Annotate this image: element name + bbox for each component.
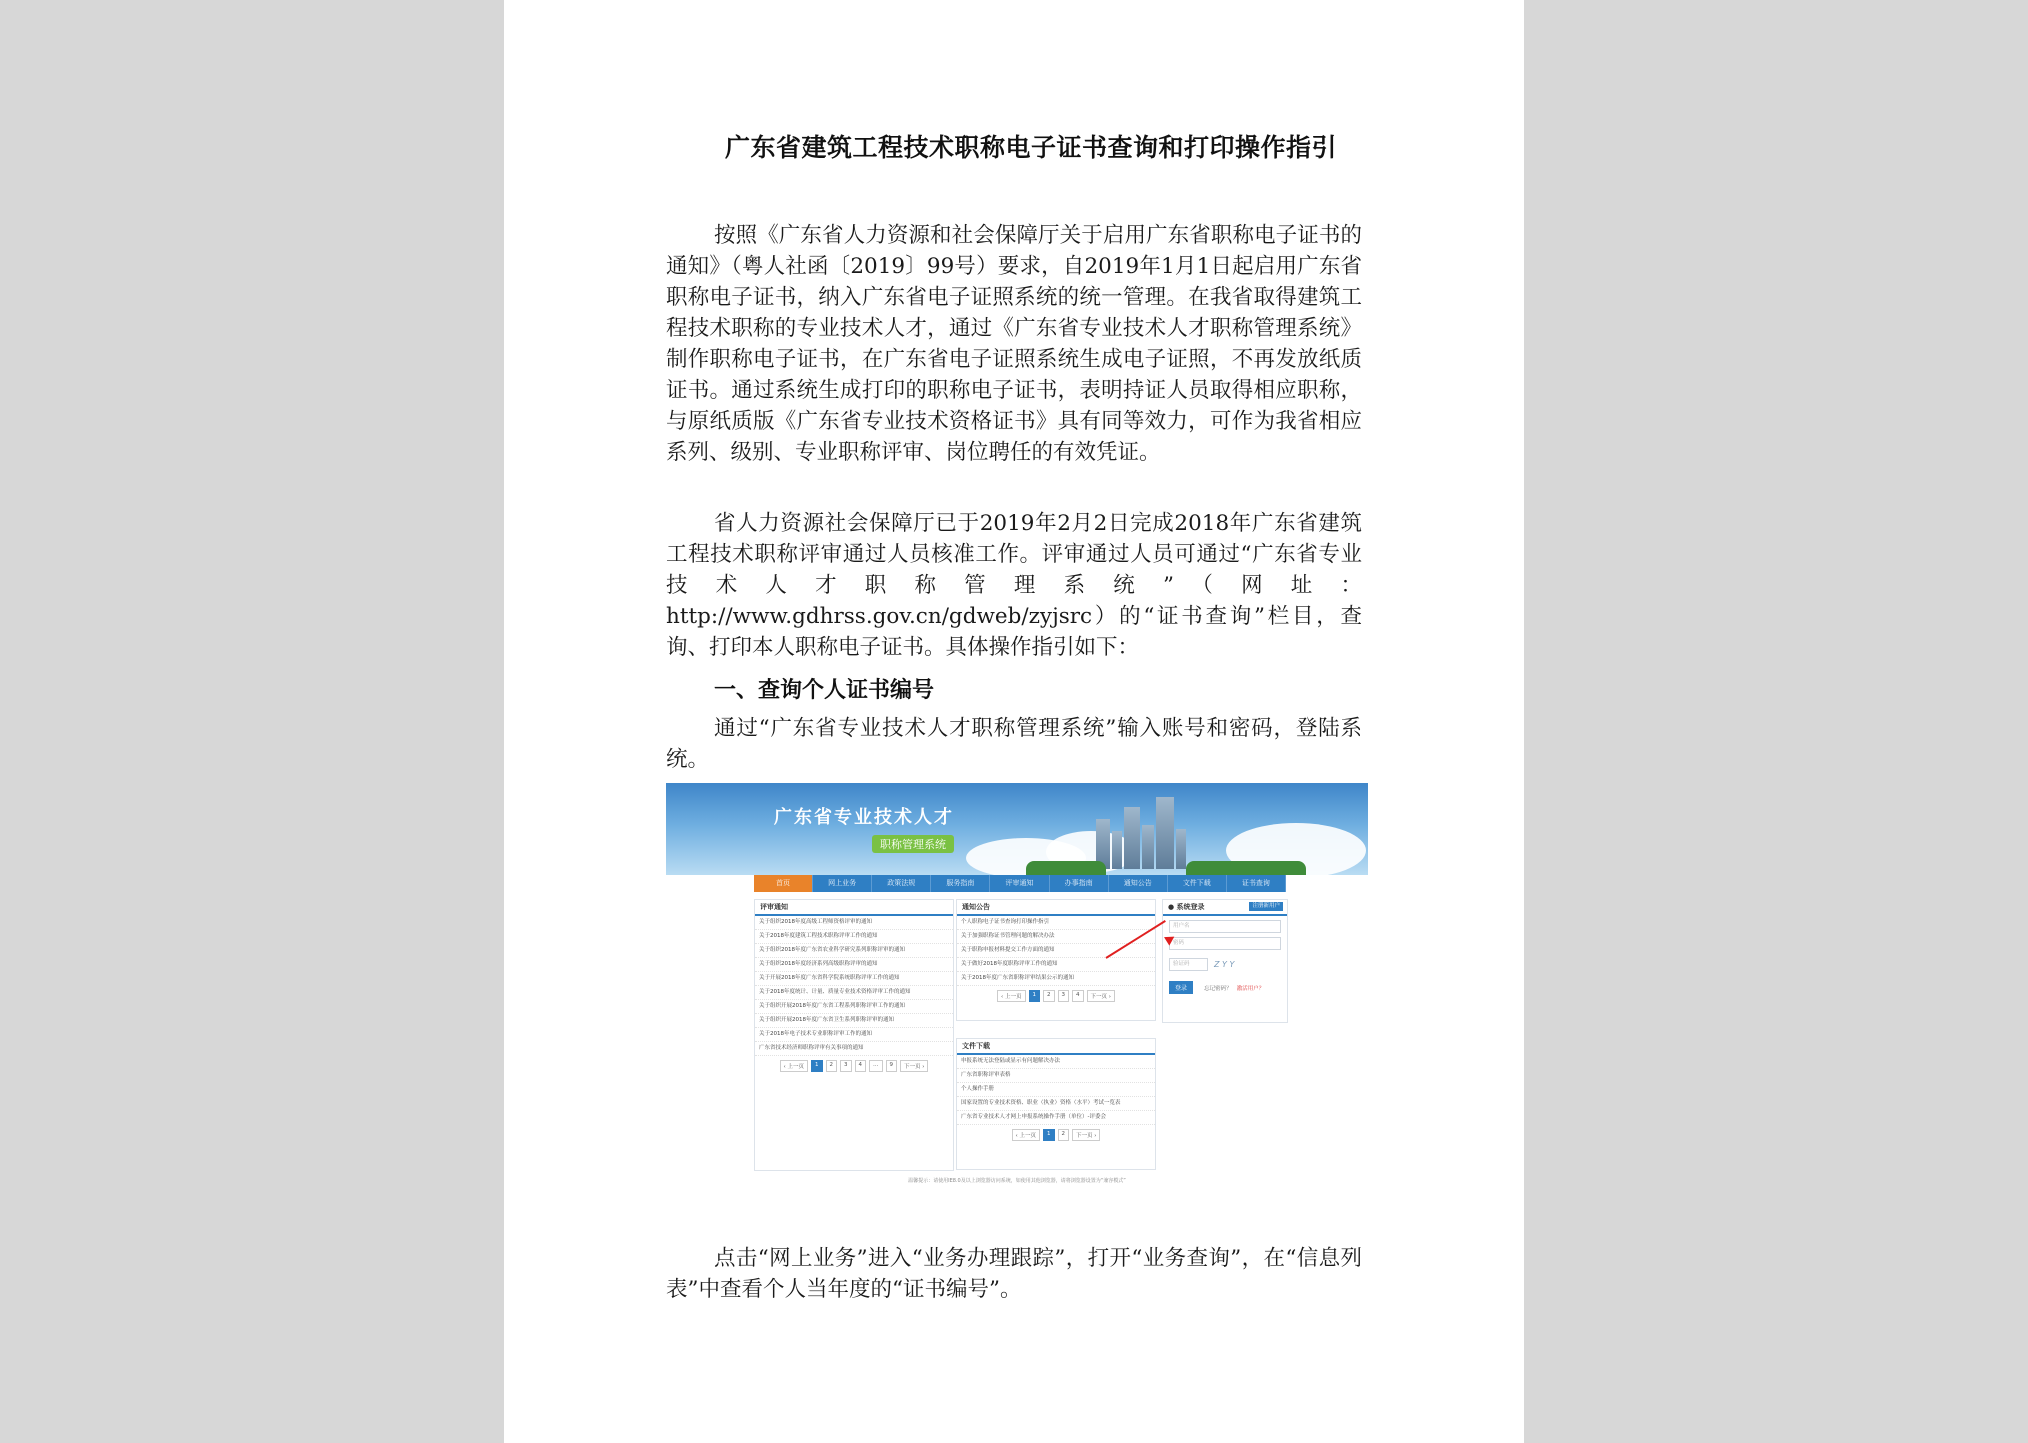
pager-page[interactable]: 4: [1072, 990, 1084, 1002]
pager-next[interactable]: 下一页 ›: [900, 1060, 928, 1072]
paragraph-1: 按照《广东省人力资源和社会保障厅关于启用广东省职称电子证书的通知》（粤人社函〔2019〕99号）要求，自2019年1月1日起启用广东省职称电子证书，纳入广东省电子证照系统的统一管理。在我省取得建筑工程技术职称的专业技术人才，通过《广东省专业技术人才职称管理系统》制作职称电子证书，在广东省电子证照系统生成电子证照，不再发放纸质证书。通过系统生成打印的职称电子证书，表明持证人员取得相应职称，与原纸质版《广东省专业技术资格证书》具有同等效力，可作为我省相应系列、级别、专业职称评审、岗位聘任的有效凭证。: [666, 223, 1362, 465]
list-item[interactable]: 关于2018年度统计、计量、质量专业技术资格评审工作的通知: [755, 986, 953, 1000]
pager-ellipsis: …: [869, 1060, 883, 1072]
list-item[interactable]: 广东省技术经济师职称评审有关事项的通知: [755, 1042, 953, 1056]
login-button[interactable]: 登录: [1169, 981, 1193, 994]
embedded-login-screenshot: [666, 783, 1368, 1193]
list-item[interactable]: 关于组织2018年度经济系列高级职称评审的通知: [755, 958, 953, 972]
document-title: 广东省建筑工程技术职称电子证书查询和打印操作指引: [724, 133, 1337, 162]
pagination: [957, 1125, 1155, 1145]
list-item[interactable]: 关于组织开展2018年度广东省工程系列职称评审工作的通知: [755, 1000, 953, 1014]
list-item[interactable]: 申报系统无法登陆或显示有问题解决办法: [957, 1055, 1155, 1069]
panel-title: 评审通知: [755, 900, 953, 916]
pager-page[interactable]: 2: [826, 1060, 838, 1072]
pager-page[interactable]: 9: [886, 1060, 898, 1072]
pager-page[interactable]: 3: [840, 1060, 852, 1072]
pager-next[interactable]: 下一页 ›: [1087, 990, 1115, 1002]
list-item[interactable]: 关于加强职称证书管理问题的解决办法: [957, 930, 1155, 944]
list-item[interactable]: 关于2018年电子技术专业职称评审工作的通知: [755, 1028, 953, 1042]
paragraph-4: 点击“网上业务”进入“业务办理跟踪”，打开“业务查询”，在“信息列表”中查看个人当年度的“证书编号”。: [666, 1246, 1362, 1302]
pager-page[interactable]: 2: [1043, 990, 1055, 1002]
panel-announcements: [956, 899, 1156, 1021]
panel-title: 文件下载: [957, 1039, 1155, 1055]
register-button[interactable]: 注册新用户: [1249, 902, 1283, 911]
list-item[interactable]: 广东省职称评审表格: [957, 1069, 1155, 1083]
nav-item-downloads[interactable]: 文件下载: [1168, 875, 1227, 892]
pager-page[interactable]: 1: [1043, 1129, 1055, 1141]
site-banner: [666, 783, 1368, 875]
nav-item-online-business[interactable]: 网上业务: [813, 875, 872, 892]
banner-subtitle: 职称管理系统: [872, 835, 954, 853]
activate-user-link[interactable]: 激活用户？: [1236, 986, 1265, 992]
section-heading-1: 一、查询个人证书编号: [714, 677, 935, 703]
paragraph-2: 省人力资源社会保障厅已于2019年2月2日完成2018年广东省建筑工程技术职称评审通过人员核准工作。评审通过人员可通过“广东省专业技术人才职称管理系统”（网址：http://www.gdhrss.gov.cn/gdweb/zyjsrc）的“证书查询”栏目，查询、打印本人职称电子证书。具体操作指引如下：: [666, 511, 1362, 660]
pager-prev[interactable]: ‹ 上一页: [997, 990, 1025, 1002]
list-item[interactable]: 关于职称申报材料提交工作方面的通知: [957, 944, 1155, 958]
nav-item-announcements[interactable]: 通知公告: [1109, 875, 1168, 892]
pagination: [957, 986, 1155, 1006]
captcha-input[interactable]: 验证码: [1169, 958, 1208, 971]
nav-item-policy[interactable]: 政策法规: [872, 875, 931, 892]
forgot-password-link[interactable]: 忘记密码？: [1204, 986, 1232, 992]
list-item[interactable]: 关于组织开展2018年度广东省卫生系列职称评审的通知: [755, 1014, 953, 1028]
banner-title: 广东省专业技术人才: [774, 807, 954, 828]
document-page: [504, 0, 1524, 1443]
pagination: [755, 1056, 953, 1076]
list-item[interactable]: 个人操作手册: [957, 1083, 1155, 1097]
building-icon: [1176, 829, 1186, 869]
paragraph-3: 通过“广东省专业技术人才职称管理系统”输入账号和密码，登陆系统。: [666, 716, 1362, 772]
nav-item-home[interactable]: 首页: [754, 875, 813, 892]
list-item[interactable]: 关于2018年度建筑工程技术职称评审工作的通知: [755, 930, 953, 944]
pager-page[interactable]: 1: [811, 1060, 823, 1072]
username-input[interactable]: 用户名: [1169, 920, 1281, 933]
password-input[interactable]: 密码: [1169, 937, 1281, 950]
list-item[interactable]: 关于2018年度广东省职称评审结果公示的通知: [957, 972, 1155, 986]
user-icon: ●: [1168, 903, 1177, 911]
pager-prev[interactable]: ‹ 上一页: [1012, 1129, 1040, 1141]
building-icon: [1156, 797, 1174, 869]
tree-icon: [1026, 861, 1106, 875]
pager-page[interactable]: 1: [1029, 990, 1041, 1002]
pager-page[interactable]: 2: [1058, 1129, 1070, 1141]
list-item[interactable]: 关于组织2018年度高级工程师资格评审的通知: [755, 916, 953, 930]
building-icon: [1124, 807, 1140, 869]
login-title: 系统登录: [1176, 903, 1205, 911]
site-footer-note: 温馨提示：请使用IE8.0及以上浏览器访问系统，如使用其他浏览器，请将浏览器设置为“兼容模式”: [908, 1178, 1126, 1184]
nav-item-service-guide[interactable]: 办事指南: [1050, 875, 1109, 892]
list-item[interactable]: 广东省专业技术人才网上申报系统操作手册（单位）-评委会: [957, 1111, 1155, 1125]
building-icon: [1112, 831, 1122, 869]
list-item[interactable]: 关于开展2018年度广东省科学院系统职称评审工作的通知: [755, 972, 953, 986]
pager-prev[interactable]: ‹ 上一页: [780, 1060, 808, 1072]
pager-page[interactable]: 3: [1058, 990, 1070, 1002]
panel-title: [1163, 900, 1287, 916]
list-item[interactable]: 个人职称电子证书查询打印操作指引: [957, 916, 1155, 930]
nav-item-review-notice[interactable]: 评审通知: [990, 875, 1049, 892]
tree-icon: [1186, 861, 1306, 875]
list-item[interactable]: 国家设置的专业技术资格、职业（执业）资格（水平）考试一览表: [957, 1097, 1155, 1111]
panel-login: [1162, 899, 1288, 1023]
panel-title: 通知公告: [957, 900, 1155, 916]
panel-downloads: [956, 1038, 1156, 1170]
captcha-image[interactable]: Z Y Y: [1214, 960, 1235, 969]
building-icon: [1142, 825, 1154, 869]
list-item[interactable]: 关于组织2018年度广东省农业科学研究系列职称评审的通知: [755, 944, 953, 958]
nav-item-certificate-query[interactable]: 证书查询: [1227, 875, 1286, 892]
list-item[interactable]: 关于做好2018年度职称评审工作的通知: [957, 958, 1155, 972]
pager-page[interactable]: 4: [855, 1060, 867, 1072]
nav-item-guide[interactable]: 服务指南: [931, 875, 990, 892]
panel-review-notices: [754, 899, 954, 1171]
pager-next[interactable]: 下一页 ›: [1072, 1129, 1100, 1141]
site-nav: [754, 875, 1286, 892]
